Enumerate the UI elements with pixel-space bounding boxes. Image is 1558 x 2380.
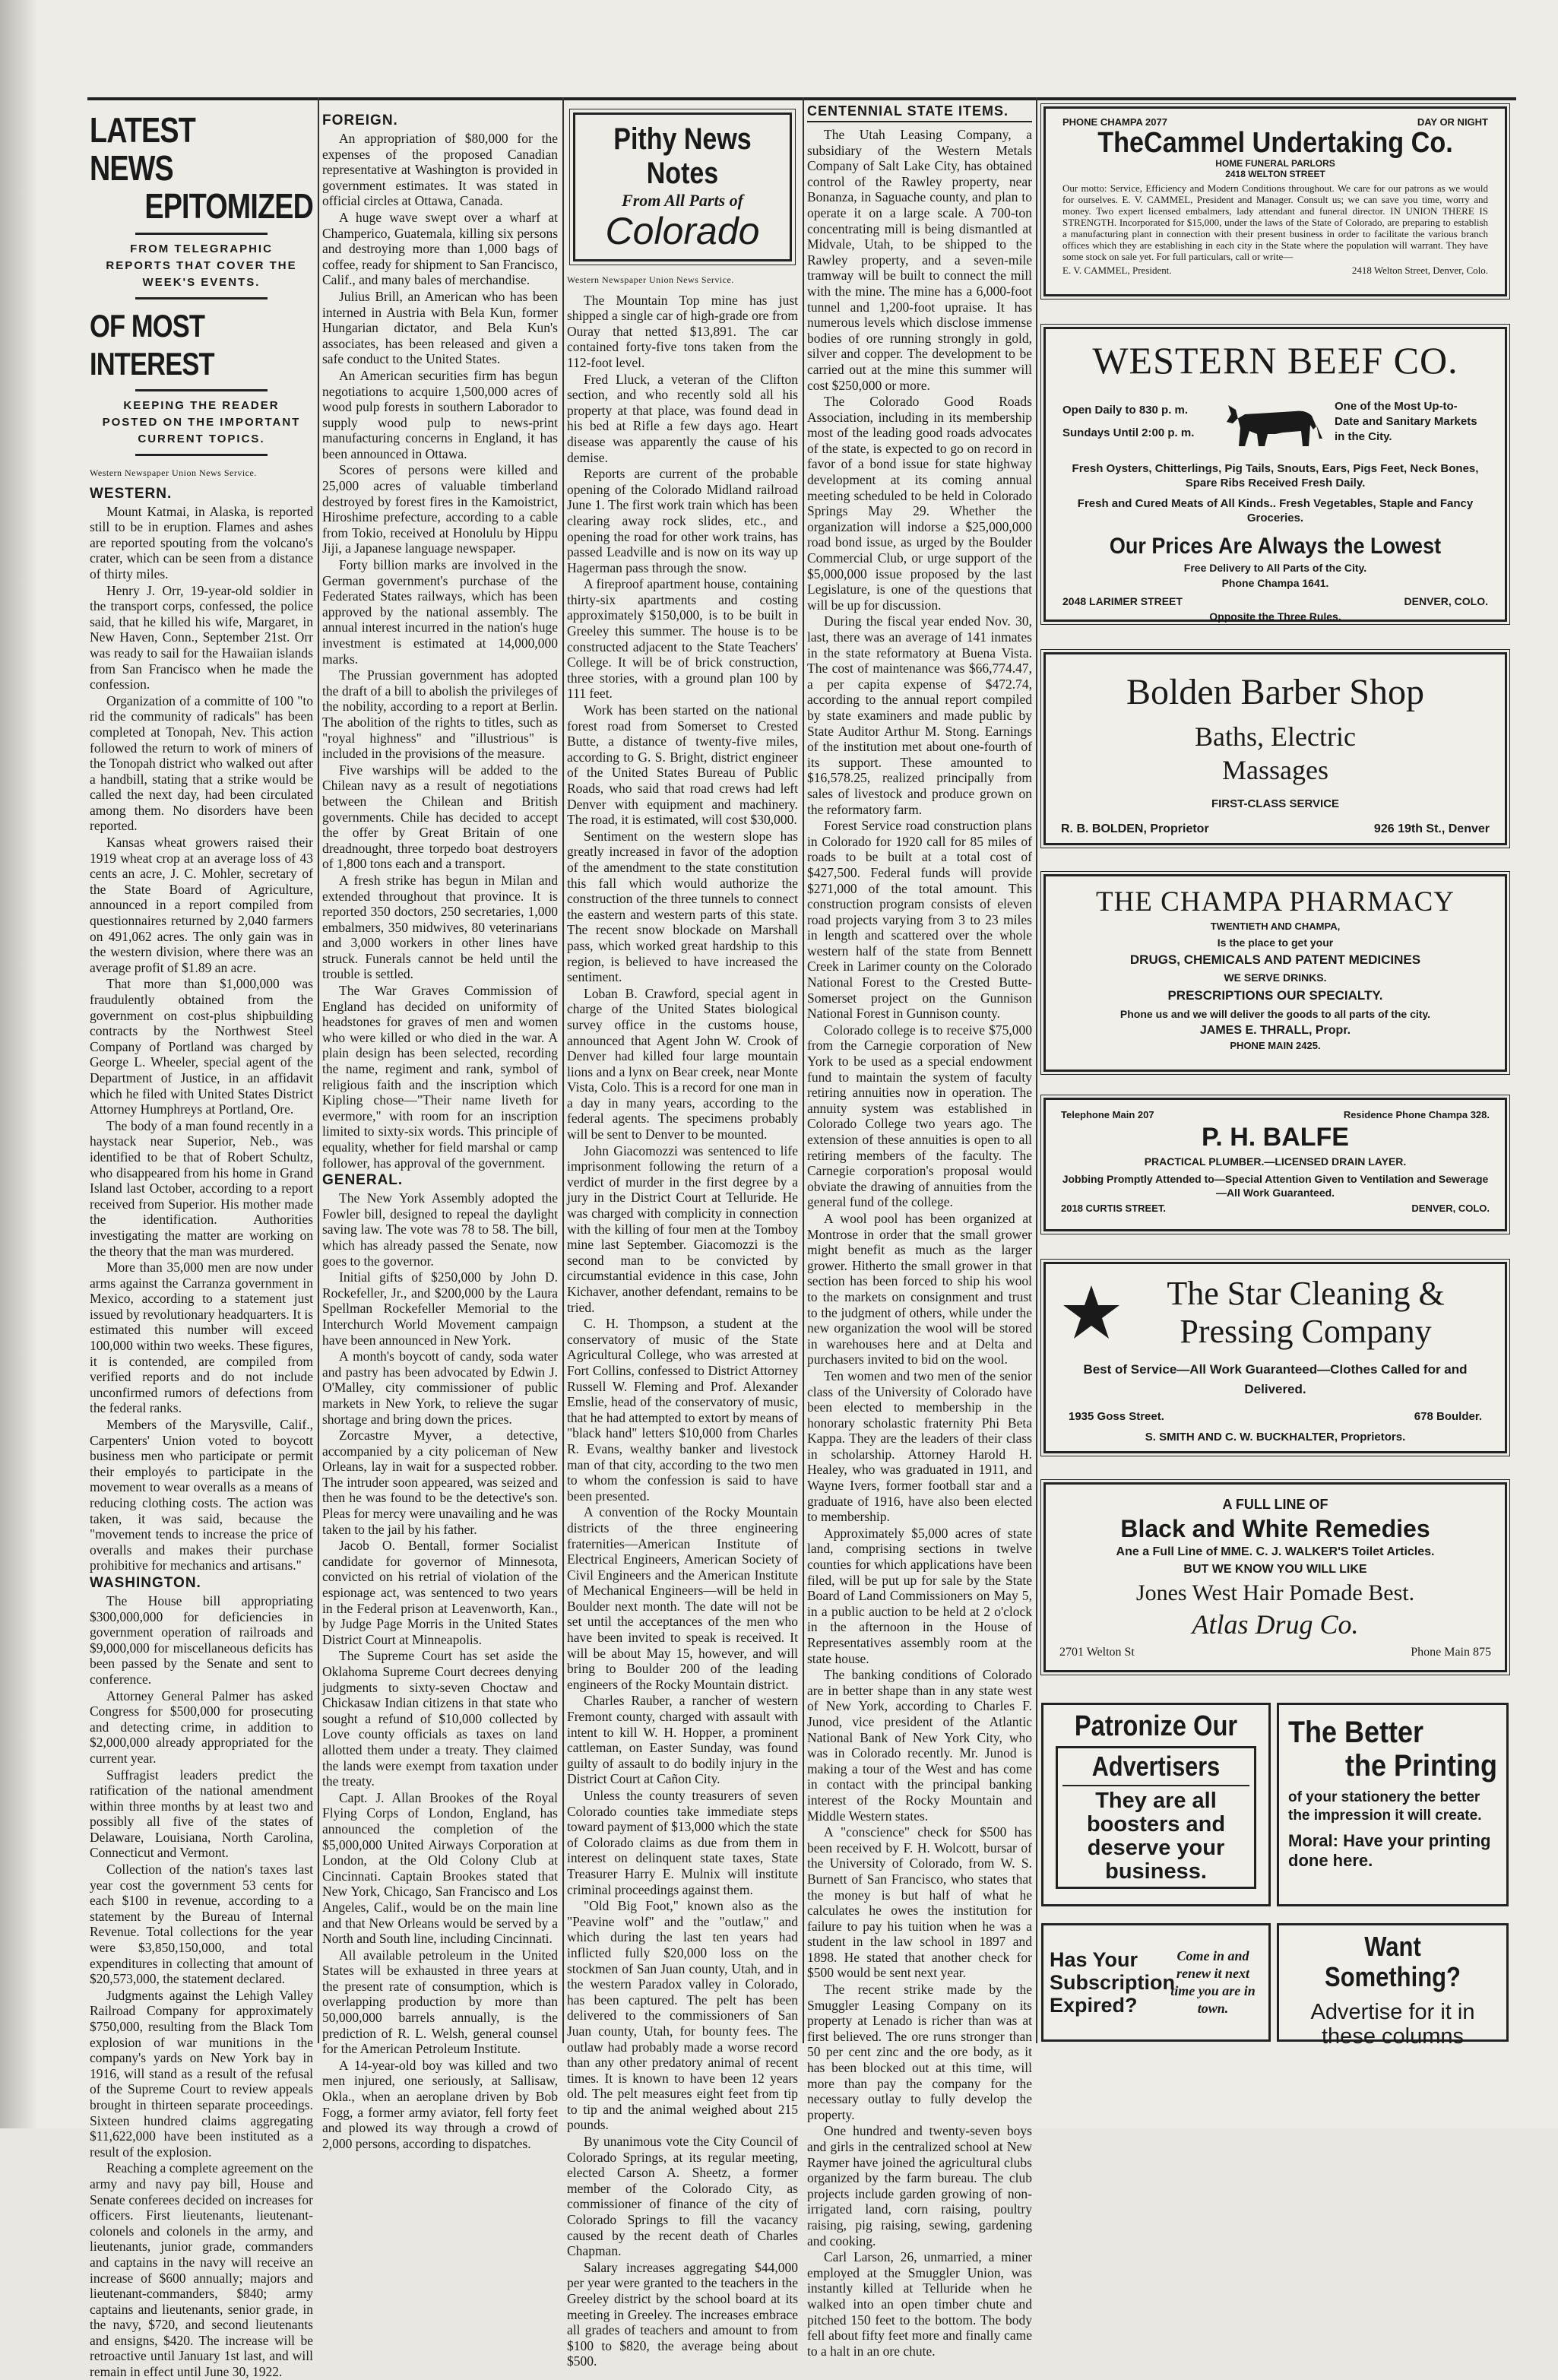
ad-hours-sunday: Sundays Until 2:00 p. m. — [1062, 426, 1195, 439]
news-paragraph: A fresh strike has begun in Milan and extended throughout that province. It is reported 350 doctors, 250 secretaries, 1,000 embalmers, 350 midwives, 80 veterinarians and 3,000 workers in other lines have struck. Funerals cannot be held until the trouble is settled. — [322, 872, 558, 982]
ad-body: Advertise for it in these columns — [1310, 2000, 1475, 2049]
ad-slogan: Our Prices Are Always the Lowest — [1109, 534, 1442, 559]
box-title: Pithy News Notes — [613, 122, 752, 190]
ad-line: Is the place to get your — [1217, 936, 1334, 949]
news-paragraph: Mount Katmai, in Alaska, is reported still to be in eruption. Flames and ashes are reported spouting from the volcano's crater, which can be seen from a distance of thirty miles. — [90, 503, 313, 582]
ad-title: Advertisers — [1091, 1751, 1221, 1782]
ad-balfe-plumber — [1043, 1098, 1507, 1231]
ad-title: The Better — [1288, 1716, 1424, 1749]
subhead: FROM TELEGRAPHIC REPORTS THAT COVER THE WEEK'S EVENTS. — [106, 242, 297, 289]
ad-inner-box — [1056, 1746, 1256, 1889]
ad-title: Want Something? — [1325, 1931, 1461, 1992]
ad-line: WE SERVE DRINKS. — [1224, 971, 1327, 984]
ad-bolden-barber — [1043, 652, 1507, 845]
ad-president: E. V. CAMMEL, President. — [1062, 265, 1172, 276]
section-heading: WASHINGTON. — [90, 1574, 201, 1591]
column-latest-news — [90, 106, 313, 2380]
colorado-news — [567, 293, 798, 2369]
news-paragraph: Julius Brill, an American who has been interned in Austria with Bela Kun, former Hungarian dictator, and Bela Kun's associates, has been released and given a safe conduct to the United States. — [322, 288, 558, 367]
news-paragraph: The recent strike made by the Smuggler Leasing Company on its property at Lenado is richer than was at first believed. The ore runs stronger than 50 per cent zinc and the ore body, as it has been blocked out at this time, will more than pay the company for the necessary outlay to fully develop the property. — [807, 1982, 1032, 2122]
ad-line: Massages — [1222, 755, 1328, 785]
news-paragraph: The Prussian government has adopted the draft of a bill to abolish the privileges of the nobility, according to a report at Berlin. The abolition of the rights to titles, such as "royal highness" and "illustrious" is included in the provisions of the measure. — [322, 667, 558, 762]
ad-city: DENVER, COLO. — [1404, 595, 1488, 607]
news-paragraph: An appropriation of $80,000 for the expenses of the proposed Canadian representative at Washington is provided in government estimates. It was stated in official circles at Ottawa, Canada. — [322, 131, 558, 209]
ad-subscription — [1041, 1923, 1271, 2042]
ad-address-row — [1061, 1410, 1490, 1423]
ad-phone-row — [1061, 1109, 1490, 1120]
ad-hours-row — [1062, 391, 1488, 452]
ad-cammel-undertaking — [1043, 106, 1507, 296]
ad-phone: Phone Main 875 — [1411, 1646, 1491, 1659]
ad-phone-row — [1062, 116, 1488, 128]
ad-address: 2701 Welton St — [1059, 1646, 1135, 1659]
news-paragraph: Charles Rauber, a rancher of western Fremont county, charged with assault with intent to kill W. H. Hopper, a prominent cattleman, on Easter Sunday, was found guilty of assault to do bodily injury in the District Court at Cañon City. — [567, 1693, 798, 1787]
news-paragraph: The banking conditions of Colorado are in better shape than in any state west of New York, according to Charles F. Junod, vice president of the Atlantic National Bank of New York City, who was in Colorado recently. Mr. Junod is making a tour of the West and has come in contact with the principal banking interest of the Rocky Mountain and Middle Western states. — [807, 1667, 1032, 1824]
news-paragraph: Sentiment on the western slope has greatly increased in favor of the adoption of the amendment to the state constitution this fall which would authorize the construction of the three tunnels to connect the eastern and western parts of this state. The recent snow blockade on Marshall pass, which worked great hardship to this region, is believed to have increased the sentiment. — [567, 828, 798, 985]
ad-address: 926 19th St., Denver — [1373, 822, 1490, 835]
ad-line: Phone us and we will deliver the goods to all parts of the city. — [1119, 1008, 1431, 1020]
ad-name: Bolden Barber Shop — [1126, 672, 1424, 712]
ad-line: PRESCRIPTIONS OUR SPECIALTY. — [1167, 988, 1383, 1003]
ad-line: Jones West Hair Pomade Best. — [1135, 1580, 1415, 1605]
ad-name: THE CHAMPA PHARMACY — [1095, 886, 1455, 917]
column-colorado-notes — [567, 106, 798, 2369]
column-rule — [803, 97, 804, 2043]
ad-city: DENVER, COLO. — [1411, 1203, 1490, 1214]
ad-title: Has Your Subscription Expired? — [1050, 1948, 1176, 2017]
ad-proprietor: R. B. BOLDEN, Proprietor — [1061, 822, 1209, 835]
ad-proprietors: S. SMITH AND C. W. BUCKHALTER, Proprietors. — [1145, 1431, 1406, 1444]
ad-name — [1122, 1275, 1490, 1351]
news-paragraph: John Giacomozzi was sentenced to life imprisonment following the return of a verdict of murder in the first degree by a jury in the District Court at Telluride. He was charged with complicity in connection with the killing of four men at the Tomboy mine last September. Giacomozzi is the second man to be convicted by circumstantial evidence in this case, John Kichaver, another defendant, remains to be tried. — [567, 1142, 798, 1315]
ad-phone: Telephone Main 207 — [1061, 1109, 1154, 1120]
news-paragraph: Zorcastre Myver, a detective, accompanied by a city policeman of New Orleans, lay in wait for a suspected robber. The intruder soon appeared, was seized and then he was found to be the detective's son. Pleas for mercy were unavailing and he was taken to the jail by his father. — [322, 1428, 558, 1537]
news-paragraph: Colorado college is to receive $75,000 from the Carnegie corporation of New York to be used as a special endowment fund to maintain the system of faculty retiring annuities now in operation. The annuity system was established in Colorado College two years ago. The extension of these annuities is open to all retiring members of the faculty. The Carnegie corporation's proposal would obviate the drawing of annuities from the general fund of the college. — [807, 1022, 1032, 1210]
dateline: Western Newspaper Union News Service. — [90, 467, 257, 478]
ad-patronize — [1041, 1703, 1271, 1906]
ad-footer — [1062, 265, 1488, 277]
ad-hours: DAY OR NIGHT — [1417, 116, 1488, 128]
news-paragraph: The New York Assembly adopted the Fowler bill, designed to repeal the daylight saving law. The vote was 78 to 58. The bill, which has already passed the Senate, now goes to the governor. — [322, 1190, 558, 1269]
ad-line: DRUGS, CHEMICALS AND PATENT MEDICINES — [1129, 952, 1421, 967]
news-paragraph: The body of a man found recently in a haystack near Superior, Neb., was identified to be that of Robert Schultz, who disappeared from his home in Grand Island last October, according to a report received from Superior. His mother made the identification. Authorities investigating the matter are working on the theory that the man was murdered. — [90, 1117, 313, 1259]
news-paragraph: The Colorado Good Roads Association, including in its membership most of the leading good roads advocates of the state, is expected to go on record in favor of a bond issue for state highway development at its coming annual meeting scheduled to be held in Colorado Springs May 29. Whether the organization will indorse a $25,000,000 road bond issue, as urged by the Boulder Commercial Club, or urge support of the $5,000,000 issue proposed by the last Legislature, is one of the questions that will be up for discussion. — [807, 394, 1032, 613]
ad-body: Moral: Have your printing done here. — [1288, 1831, 1491, 1870]
ad-proprietor: JAMES E. THRALL, Propr. — [1199, 1024, 1351, 1037]
ad-line: Baths, Electric — [1195, 721, 1356, 752]
news-paragraph: Forest Service road construction plans in Colorado for 1920 call for 85 miles of roads to be built at a total cost of $427,500. Federal funds will provide $271,000 of the total amount. This construction program consists of eleven road projects varying from 3 to 23 miles in length and scattered over the whole western half of the state from Bennett Creek in Larimer county on the Colorado National Forest to the Crested Butte-Somerset project on the Gunnison National Forest in Gunnison county. — [807, 818, 1032, 1022]
ad-star-cleaning — [1043, 1262, 1507, 1453]
news-paragraph: A "conscience" check for $500 has been received by F. H. Wolcott, bursar of the University of Colorado, from W. S. Burnett of San Francisco, who states that the money is but half of what he calculates he owes the institution for failure to pay his tuition when he was a student in the law school in 1897 and 1898. He stated that another check for $500 would be sent next year. — [807, 1824, 1032, 1981]
column-rule — [562, 97, 564, 2043]
news-paragraph: Unless the county treasurers of seven Colorado counties take immediate steps toward payment of $13,000 which the state of Colorado claims as due from them in interest on delinquent state taxes, State Treasurer Harry E. Mulnix will institute criminal proceedings against them. — [567, 1788, 798, 1897]
ad-line: Black and White Remedies — [1120, 1515, 1430, 1542]
headline-line: LATEST NEWS — [90, 110, 195, 188]
news-paragraph: An American securities firm has begun negotiations to acquire 1,500,000 acres of wood pulp forests in southern Laborador to supply wood pulp to news-print manufacturing concerns in England, it has been announced in Ottawa. — [322, 367, 558, 461]
ad-address: 2048 LARIMER STREET — [1062, 595, 1183, 607]
news-paragraph: Members of the Marysville, Calif., Carpenters' Union voted to boycott business men who participate or permit their employés to participate in the movement to wear overalls as a means of reducing clothing costs. The action was taken, it was said, because the "movement tends to increase the price of overalls and makes their purchase prohibitive for mechanics and artisans." — [90, 1417, 313, 1573]
ad-hours-weekday: Open Daily to 830 p. m. — [1062, 404, 1189, 417]
section-heading: GENERAL. — [322, 1172, 404, 1189]
news-paragraph: A month's boycott of candy, soda water and pastry has been advocated by Edwin J. O'Malley, city commissioner of public markets in New York, to relieve the sugar shortage and bring down the prices. — [322, 1348, 558, 1427]
news-paragraph: Fred Lluck, a veteran of the Clifton section, and who recently sold all his property at that place, was found dead in his bed at Rifle a few days ago. Heart disease was apparently the cause of his demise. — [567, 371, 798, 465]
news-paragraph: A convention of the Rocky Mountain districts of the three engineering fraternities—American Institute of Electrical Engineers, American Society of Civil Engineers and the American Institute of Mechanical Engineers—will be held in Boulder next month. The date will not be set until the acceptances of the men who have been invited to speak is received. It will be about May 15, however, and will bring to Boulder 200 of the leading engineers of the Rocky Mountain district. — [567, 1504, 798, 1692]
ad-address: 2418 Welton Street, Denver, Colo. — [1351, 265, 1488, 276]
column-rule — [1036, 97, 1037, 2043]
news-paragraph: Capt. J. Allan Brookes of the Royal Flying Corps of London, England, has announced the completion of the $5,000,000 United Airways Corporation at London, at the Old Colony Club at Cincinnati. Captain Brookes stated that New York, Chicago, San Francisco and Los Angeles, Calif., would be on the main line and that New Orleans would be served by a North and South line, including Cincinnati. — [322, 1789, 558, 1947]
ad-hours — [1062, 399, 1222, 445]
news-paragraph: That more than $1,000,000 was fraudulently obtained from the government on cost-plus shipbuilding contracts by the Northwest Steel Company of Portland was charged by George L. Wheeler, special agent of the Department of Justice, in an affidavit which he filed with United States District Attorney Humphreys at Portland, Ore. — [90, 976, 313, 1117]
ad-address: 2018 CURTIS STREET. — [1061, 1203, 1166, 1214]
foreign-news — [322, 131, 558, 1171]
star-icon — [1061, 1282, 1122, 1343]
centennial-news — [807, 127, 1032, 2359]
news-paragraph: Attorney General Palmer has asked Congress for $500,000 for prosecuting and detecting crime, in addition to $2,000,000 already appropriated for the current year. — [90, 1688, 313, 1766]
news-paragraph: C. H. Thompson, a student at the conservatory of music of the State Agricultural College, who was arrested at Fort Collins, confessed to District Attorney Russell W. Fleming and Prof. Alexander Emslie, head of the conservatory of music, that he had attempted to extort by means of "black hand" letters $10,000 from Charles R. Evans, wealthy banker and livestock man of that city, according to the two men to whom the confession is said to have been presented. — [567, 1316, 798, 1504]
ad-title: the Printing — [1345, 1749, 1497, 1783]
news-paragraph: Approximately $5,000 acres of state land, comprising sections in twelve counties for which applications have been filed, will be put up for sale by the State Board of Land Commissioners on May 5, in a public auction to be held at 2 o'clock in the afternoon in the House of Representatives assembly room at the state house. — [807, 1525, 1032, 1666]
ad-footer — [1059, 1646, 1491, 1659]
divider — [1062, 1785, 1249, 1786]
box-state: Colorado — [605, 210, 760, 252]
ad-service: FIRST-CLASS SERVICE — [1211, 797, 1340, 810]
ad-western-beef — [1043, 327, 1507, 622]
ad-phone: Phone Champa 1641. — [1221, 577, 1329, 589]
cow-icon — [1222, 391, 1328, 452]
news-paragraph: A fireproof apartment house, containing thirty-six apartments and costing approximately $150,000, is to be built in Greeley this summer. The house is to be constructed adjacent to the State Teachers' College. It will be of brick construction, three stories, with a ground plan 100 by 111 feet. — [567, 576, 798, 702]
news-paragraph: The House bill appropriating $300,000,000 for deficiencies in government operation of railroads and $9,000,000 for miscellaneous deficits has been passed by the Senate and sent to conference. — [90, 1592, 313, 1687]
news-paragraph: Henry J. Orr, 19-year-old soldier in the transport corps, confessed, the police said, that he killed his wife, Margaret, in New Haven, Conn., September 21st. Orr was ready to sail for the Hawaiian islands from San Francisco when he made the confession. — [90, 582, 313, 692]
ad-line: Fresh and Cured Meats of All Kinds.. Fresh Vegetables, Staple and Fancy Groceries. — [1077, 497, 1474, 524]
divider — [135, 297, 268, 299]
dateline: Western Newspaper Union News Service. — [567, 274, 734, 285]
ad-address-row — [1062, 595, 1488, 607]
ad-line: BUT WE KNOW YOU WILL LIKE — [1183, 1563, 1367, 1576]
ad-phone-residence: Residence Phone Champa 328. — [1343, 1109, 1490, 1120]
ad-line: Fresh Oysters, Chitterlings, Pig Tails, Snouts, Ears, Pigs Feet, Neck Bones, Spare Ribs Received Fresh Daily. — [1072, 462, 1479, 490]
news-paragraph: Ten women and two men of the senior class of the University of Colorado have been elected to membership in the honorary scholastic fraternity Phi Beta Kappa. They are the leaders of their class in scholarship. Attorney Harold H. Healey, who was graduated in 1911, and Wayne Ivers, former football star and a graduate of 1916, have also been elected to membership. — [807, 1367, 1032, 1525]
ad-title: Patronize Our — [1074, 1710, 1238, 1742]
ad-phone: 678 Boulder. — [1414, 1410, 1482, 1423]
news-paragraph: Organization of a committe of 100 "to rid the community of radicals" has been completed at Tonopah, Nev. This action followed the return to work of miners of the Tonopah district who walked out after a handbill, stating that a strike would be called the next day, had been circulated among them. No disorders have been reported. — [90, 692, 313, 834]
ad-phone: PHONE CHAMPA 2077 — [1062, 116, 1167, 128]
ad-body: of your stationery the better the impression it will create. — [1288, 1789, 1482, 1824]
news-paragraph: Jacob O. Bentall, former Socialist candidate for governor of Minnesota, convicted on his retrial of violation of the espionage act, was sentenced to two years in the Federal prison at Leavenworth, Kan., by Judge Page Morris in the United States District Court at Minneapolis. — [322, 1538, 558, 1647]
ad-champa-pharmacy — [1043, 874, 1507, 1072]
news-paragraph: Collection of the nation's taxes last year cost the government 53 cents for each $100 in revenue, according to a statement by the Bureau of Internal Revenue. Total collections for the year were $3,850,150,000, and total expenditures in collecting that amount of $20,573,000, the statement declared. — [90, 1862, 313, 1987]
news-paragraph: A huge wave swept over a wharf at Champerico, Guatemala, killing six persons and destroying more than 1,000 bags of coffee, ready for shipment to San Francisco, Calif., and many bales of merchandise. — [322, 209, 558, 288]
news-paragraph: Carl Larson, 26, unmarried, a miner employed at the Smuggler Union, was instantly killed at Telluride when he walked into an open timber chute and pitched 150 feet to the bottom. The body fell about fifty feet more and finally came to a halt in an ore chute. — [807, 2249, 1032, 2359]
news-paragraph: Kansas wheat growers raised their 1919 wheat crop at an average loss of 43 cents an acre, J. C. Mohler, secretary of the State Board of Agriculture, announced in a report compiled from questionnaires returned by 2,040 farmers on 491,062 acres. The only gain was in the western division, where there was an average profit of $1.89 an acre. — [90, 835, 313, 975]
ad-line: Best of Service—All Work Guaranteed—Clothes Called for and Delivered. — [1083, 1362, 1468, 1396]
news-paragraph: The Utah Leasing Company, a subsidiary of the Western Metals Company of Salt Lake City, has obtained control of the Rawley property, near Bonanza, in Saguache county, and plan to operate it on a large scale. A 700-ton concentrating mill is being dismantled at Midvale, Utah, to be shipped to the Rawley property, and a seven-mile tramway will be built to connect the mill with the mine. The mine has a 6,000-foot tunnel and 1,200-foot upraise. It has numerous levels which disclose immense bodies of ore running strongly in gold, silver and copper. The development to be carried out at the mine this summer will cost $250,000 or more. — [807, 127, 1032, 393]
section-heading: FOREIGN. — [322, 113, 398, 128]
ad-tagline: One of the Most Up-to-Date and Sanitary Markets in the City. — [1335, 400, 1477, 443]
ad-address: 2418 WELTON STREET — [1225, 169, 1325, 179]
pithy-news-box — [573, 113, 792, 261]
ad-sub: HOME FUNERAL PARLORS — [1215, 158, 1335, 169]
news-paragraph: Initial gifts of $250,000 by John D. Rockefeller, Jr., and $200,000 by the Laura Spellman Rockefeller Memorial to the Interchurch World Movement campaign have been announced in New York. — [322, 1269, 558, 1348]
column-rule — [318, 97, 319, 2043]
ad-footer — [1061, 822, 1490, 836]
section-heading: WESTERN. — [90, 485, 173, 502]
ad-title-row — [1061, 1275, 1490, 1351]
page-edge-shadow — [0, 0, 38, 2128]
news-paragraph: Forty billion marks are involved in the German government's purchase of the Federated States railways, which has been approved by the national assembly. The annual interest incurred in the nation's huge investment is estimated at 14,000,000 marks. — [322, 557, 558, 667]
ad-phone: PHONE MAIN 2425. — [1230, 1040, 1321, 1051]
news-paragraph: The Mountain Top mine has just shipped a single car of high-grade ore from Ouray that netted $13,891. The car contained forty-five tons taken from the 112-foot level. — [567, 292, 798, 370]
news-paragraph: A wool pool has been organized at Montrose in order that the small grower might benefit as much as the larger grower. Hitherto the small grower in that section has been forced to ship his wool to the markets on consignment and trust to the judgment of others, while under the new organization the wool will be stored in warehouses here and at Delta and purchasers invited to bid on the wool. — [807, 1210, 1032, 1367]
ad-address: 1935 Goss Street. — [1069, 1410, 1164, 1423]
divider — [135, 454, 268, 456]
ad-name-line: Pressing Company — [1180, 1313, 1432, 1350]
ad-atlas-drug — [1043, 1482, 1507, 1672]
news-paragraph: All available petroleum in the United States will be exhausted in three years at the present rate of consumption, which is overlapping production by more than 50,000,000 barrels annually, is the prediction of R. L. Welsh, general counsel for the American Petroleum Institute. — [322, 1947, 558, 2057]
masthead-latest-news — [90, 106, 313, 462]
news-paragraph: Reaching a complete agreement on the army and navy pay bill, House and Senate conferees decided on increases for officers. First lieutenants, lieutenant-colonels and colonels in the army, and lieutenants, junior grade, commanders and captains in the navy will receive an increase of $600 annually; majors and lieutenant-commanders, $840; army captains and lieutenants, senior grade, in the navy, $720, and second lieutenants and ensigns, $420. The increase will be retroactive until January 1st last, and will remain in effect until June 30, 1922. — [90, 2160, 313, 2380]
ad-address-row — [1061, 1203, 1490, 1214]
top-rule — [87, 97, 1516, 100]
news-paragraph: Salary increases aggregating $44,000 per year were granted to the teachers in the Greeley district by the school board at its meeting in Greeley. The increases embrace all grades of teachers and amount to from $100 to $820, the average being about $500. — [567, 2259, 798, 2369]
ad-name-line: The Star Cleaning & — [1167, 1275, 1445, 1312]
divider — [135, 389, 268, 391]
news-paragraph: By unanimous vote the City Council of Colorado Springs, at its regular meeting, elected Carson A. Sheetz, a former member of the Colorado City, as commissioner of finance of the city of Colorado Springs to fill the vacancy caused by the recent death of Charles Chapman. — [567, 2134, 798, 2259]
ad-want-something — [1277, 1923, 1509, 2049]
ad-body: Our motto: Service, Efficiency and Modern Conditions throughout. We care for our patrons as we would for ourselves. E. V. CAMMEL, President and Manager. Consult us; we can save you time, worry and money. Two expert licensed embalmers, lady attendant and funeral director. IN UNION THERE IS STRENGTH. Incorporated for $15,000, under the laws of the State of Colorado, are preparing to establish a manufacturing plant in connection with their present business in order to facilitate the various branch offices which they are establishing in each city in the State where the population will warrant. They have some stock on sale yet. For full particulars, call or write— — [1062, 182, 1488, 262]
western-news — [90, 504, 313, 1573]
ad-line: Free Delivery to All Parts of the City. — [1183, 562, 1367, 574]
ad-name: P. H. BALFE — [1202, 1123, 1349, 1152]
washington-news — [90, 1593, 313, 2380]
ad-name: TheCammel Undertaking Co. — [1097, 127, 1453, 159]
ad-printing — [1277, 1703, 1509, 1906]
news-paragraph: Judgments against the Lehigh Valley Railroad Company for approximately $750,000, resulting from the Black Tom explosion of war munitions in the company's yards on New York bay in 1916, will stand as a result of the refusal of the Supreme Court to review appeals brought in thirteen separate proceedings. Sixteen hundred claims aggregating $11,622,000 have been instituted as a result of the explosion. — [90, 1987, 313, 2160]
general-news — [322, 1190, 558, 2151]
ad-line: Opposite the Three Rules. — [1209, 610, 1341, 623]
news-paragraph: During the fiscal year ended Nov. 30, last, there was an average of 141 inmates in the state reformatory at Buena Vista. The cost of maintenance was $66,774.47, a per capita expense of $472.74, according to the annual report compiled by state examiners and made public by State Auditor Arthur M. Stong. Earnings of the institution met about one-fourth of its support. These amounted to $16,578.25, realized principally from sales of livestock and produce grown on the reformatory farm. — [807, 613, 1032, 817]
news-paragraph: The War Graves Commission of England has decided on uniformity of headstones for graves of men and women who were killed or who died in the war. A plain design has been selected, recording the name, regiment and rank, symbol of religious faith and the inscription which Kipling chose—"Their name liveth for evermore," with room for an inscription limited to sixty-six words. This principle of equality, whether for field marshal or camp follower, has approval of the government. — [322, 983, 558, 1171]
ad-line: Jobbing Promptly Attended to—Special Attention Given to Ventilation and Sewerage—All Work Guaranteed. — [1062, 1173, 1489, 1199]
news-paragraph: Scores of persons were killed and 25,000 acres of valuable timberland destroyed by forest fires in the Kamoistrict, Hiroshime prefecture, according to a cable from Tokio, received at Honolulu by Hippu Jiji, a Japanese language newspaper. — [322, 462, 558, 556]
headline-secondary: OF MOST INTEREST — [90, 308, 214, 382]
ad-body: They are all boosters and deserve your business. — [1086, 1789, 1226, 1884]
column-centennial-state — [807, 102, 1032, 2359]
ad-line: Ane a Full Line of MME. C. J. WALKER'S Toilet Articles. — [1116, 1545, 1435, 1558]
news-paragraph: The Supreme Court has set aside the Oklahoma Supreme Court decrees denying judgments to sixty-seven Choctaw and Chickasaw Indian citizens in that state who sought a refund of $10,000 collected by Love county officials as taxes on land allotted them under a treaty. They claimed the lands were exempt from taxation under the treaty. — [322, 1648, 558, 1789]
ad-name: WESTERN BEEF CO. — [1092, 339, 1458, 382]
box-subtitle: From All Parts of — [622, 191, 743, 210]
news-paragraph: Loban B. Crawford, special agent in charge of the United States biological survey office in the customs house, announced that Agent John W. Crook of Denver had killed four large mountain lions and a lynx on Bear creek, near Monte Vista, Colo. This is a record for one man in a day in many years, according to the federal agents. The specimens probably will be sent to Denver to be mounted. — [567, 985, 798, 1142]
ad-sub: TWENTIETH AND CHAMPA, — [1210, 921, 1341, 932]
news-paragraph: Suffragist leaders predict the ratification of the national amendment within three months by at least two and possibly all five of the states of Delaware, Louisiana, North Carolina, Connecticut and Vermont. — [90, 1767, 313, 1861]
news-paragraph: Five warships will be added to the Chilean navy as a result of negotiations between the Chilean and British governments. Chile has decided to accept the offer by Great Britain of one dreadnought, three torpedo boat destroyers of 1,800 tons each and a transport. — [322, 762, 558, 872]
news-paragraph: Reports are current of the probable opening of the Colorado Midland railroad June 1. The first work train which has been clearing away rock slides, etc., and opening the road for other work trains, has passed Leadville and is now on its way up Hagerman pass through the snow. — [567, 466, 798, 575]
news-paragraph: Work has been started on the national forest road from Somerset to Crested Butte, a distance of twenty-five miles, according to G. S. Bright, district engineer of the United States Bureau of Public Roads, who said that road crews had left Denver with equipment and machinery. The road, it is estimated, will cost $30,000. — [567, 702, 798, 828]
ad-line: A FULL LINE OF — [1222, 1497, 1328, 1512]
section-heading: CENTENNIAL STATE ITEMS. — [807, 103, 1009, 119]
subhead: KEEPING THE READER POSTED ON THE IMPORTANT CURRENT TOPICS. — [102, 399, 301, 445]
headline-line: EPITOMIZED — [144, 186, 313, 226]
news-paragraph: One hundred and twenty-seven boys and girls in the centralized school at New Raymer have joined the agricultural clubs organized by the farm bureau. The club projects include garden growing of non-irrigated land, corn raising, poultry raising, pig raising, sewing, gardening and cooking. — [807, 2123, 1032, 2248]
column-foreign-general — [322, 111, 558, 2151]
divider — [135, 233, 268, 235]
ad-name: Atlas Drug Co. — [1192, 1609, 1359, 1640]
news-paragraph: More than 35,000 men are now under arms against the Carranza government in Mexico, according to a statement just issued by revolutionary headquarters. It is estimated this number will exceed 100,000 within two weeks. These figures, it is contended, are compiled from verified reports and do not include unconfirmed rumors of defections from the federal ranks. — [90, 1260, 313, 1416]
ad-body: Come in and renew it next time you are in town. — [1170, 1948, 1256, 2016]
ad-line: PRACTICAL PLUMBER.—LICENSED DRAIN LAYER. — [1144, 1155, 1407, 1168]
news-paragraph: A 14-year-old boy was killed and two men injured, one seriously, at Sallisaw, Okla., when an aeroplane driven by Bob Fogg, a former army aviator, fell forty feet and plowed its way through a crowd of 2,000 persons, according to dispatches. — [322, 2057, 558, 2151]
news-paragraph: "Old Big Foot," known also as the "Peavine wolf" and the "outlaw," and which during the last ten years had inflicted fully $20,000 loss on the stockmen of San Juan county, Utah, and in the western Paradox valley in Colorado, has been captured. The pelt has been delivered to the commissioners of San Juan county, Utah, for bounty fees. The outlaw had probably made a worse record than any other predatory animal of recent times. It is known to have been 12 years old. The pelt measures eight feet from tip to tip and the animal weighed about 215 pounds. — [567, 1898, 798, 2133]
divider — [807, 121, 1032, 122]
